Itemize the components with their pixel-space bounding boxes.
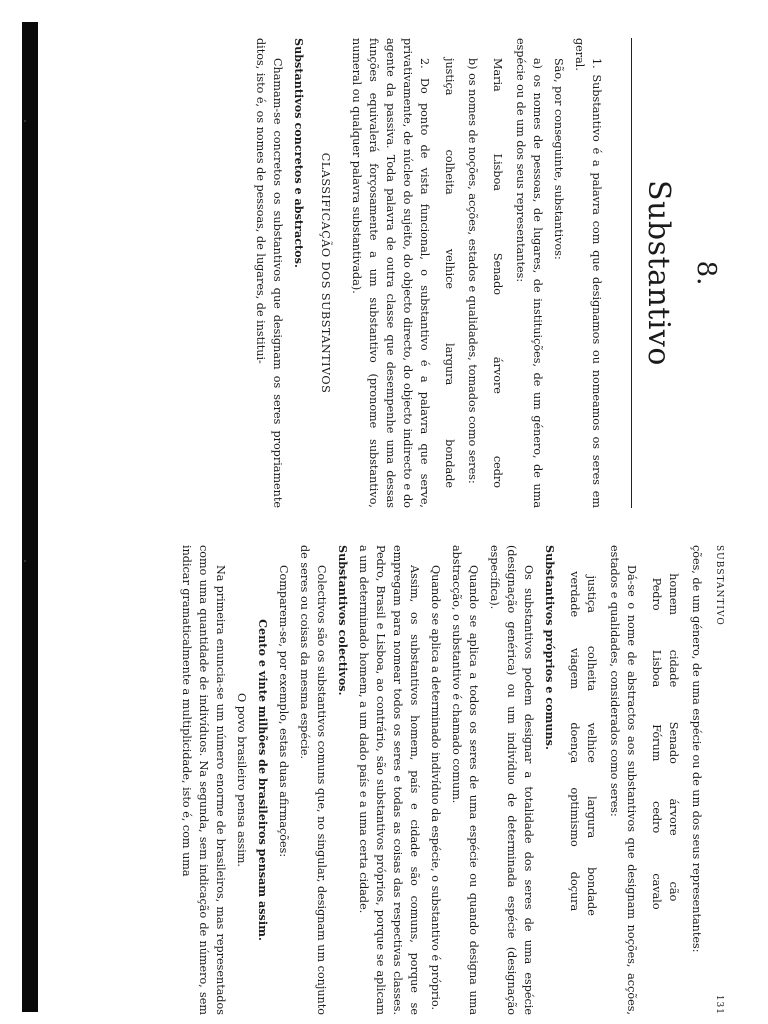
- proper-heading: Substantivos próprios e comuns.: [543, 545, 558, 750]
- left-page: [45, 38, 725, 508]
- example-1: Cento e vinte milhões de brasileiros pensam assim.: [255, 619, 270, 941]
- para-2: 2. Do ponto de vista funcional, o substantivo é a palavra que serve, privativamente, de núcleo do sujeito, do objecto directo, do objecto indirecto e do agente da passiva. Toda palavra de outra classe que desempenhe uma dessas funções equivalerá forçosamente a um substantivo (pronome substantivo, numeral ou qualquer palavra substantivada).: [349, 38, 431, 508]
- collective-para-3: Na primeira enuncia-se um número enorme de brasileiros, mas representados como uma quantidade de indivíduos. Na segunda, sem indicação de número, sem indicar gramaticalmente a multiplicidade, isto é, com uma: [179, 545, 227, 1015]
- chapter-title: Substantivo: [641, 180, 677, 366]
- running-head-title: SUBSTANTIVO: [714, 545, 724, 626]
- grid-word: optimismo: [568, 787, 582, 847]
- concrete-heading: Substantivos concretos e abstractos.: [291, 38, 306, 268]
- grid-word: cidade: [667, 649, 681, 688]
- example-2: O povo brasileiro pensa assim.: [234, 692, 248, 867]
- concrete-examples-grid: [648, 557, 682, 1003]
- grid-word: bondade: [585, 867, 599, 916]
- classification-heading: CLASSIFICAÇÃO DOS SUBSTANTIVOS: [318, 152, 332, 394]
- scan-speck: [24, 120, 26, 122]
- grid-word: cedro: [650, 801, 664, 834]
- item-b-word-list: [441, 58, 458, 488]
- word: cedro: [490, 455, 504, 488]
- grid-word: colheita: [585, 645, 599, 692]
- item-a: a) os nomes de pessoas, de lugares, de instituições, de um género, de uma espécie ou de um dos seus representantes:: [513, 38, 544, 508]
- word: Maria: [490, 58, 504, 92]
- grid-word: doçura: [568, 871, 582, 912]
- grid-word: Fórum: [650, 724, 664, 762]
- concrete-text: Chamam-se concretos os substantivos que designam os seres propriamente ditos, isto é, os nomes de pessoas, de lugares, de institui-: [253, 38, 284, 508]
- proper-para-3: Quando se aplica a determinado indivíduo da espécie, o substantivo é próprio.: [429, 565, 443, 1011]
- para-1b: São, por conseguinte, substantivos:: [551, 58, 565, 260]
- grid-word: verdade: [568, 571, 582, 618]
- collective-para-2: Comparem-se, por exemplo, estas duas afirmações:: [277, 565, 290, 858]
- scan-margin: [0, 0, 22, 1024]
- word: colheita: [442, 149, 456, 195]
- word: árvore: [490, 356, 504, 394]
- word: bondade: [442, 439, 456, 488]
- grid-word: Lisboa: [650, 649, 664, 688]
- page-number: 131: [714, 994, 724, 1015]
- scan-speck: [24, 560, 26, 562]
- proper-para-1: Os substantivos podem designar a totalidade dos seres de uma espécie (designação genérica) ou um indivíduo de determinada espécie (designação específica).: [488, 545, 536, 1015]
- running-head: [711, 545, 725, 1015]
- item-b: b) os nomes de noções, acções, estados e qualidades, tomados como seres:: [465, 58, 479, 484]
- chapter-number: 8.: [691, 260, 721, 286]
- para-1: 1. Substantivo é a palavra com que designamos ou nomeamos os seres em geral.: [572, 38, 603, 508]
- grid-word: árvore: [667, 798, 681, 836]
- word: largura: [442, 343, 456, 386]
- proper-para-4: Assim, os substantivos homem, país e cidade são comuns, porque se empregam para nomear todos os seres e todas as coisas das respectivas classes. Pedro, Brasil e Lisboa, ao contrário, são substantivos próprios, porque se aplicam a um determinado homem, a um dado país e a uma certa cidade.: [357, 545, 422, 1015]
- continued-text: ções, de um género, de uma espécie ou de um dos seus representantes:: [690, 545, 704, 953]
- grid-word: homem: [667, 573, 681, 616]
- grid-word: velhice: [585, 722, 599, 763]
- scan-binding-shadow: [22, 22, 38, 1012]
- grid-word: justiça: [585, 575, 599, 613]
- grid-word: Pedro: [650, 577, 664, 611]
- grid-word: doença: [568, 722, 582, 764]
- right-page: [45, 545, 725, 1015]
- abstract-text: Dá-se o nome de abstractos aos substantivos que designam noções, acções, estados e qualidades, considerados como seres:: [608, 545, 639, 1015]
- grid-word: largura: [585, 796, 599, 839]
- grid-word: cão: [667, 881, 681, 902]
- abstract-examples-grid: [566, 557, 600, 1003]
- item-a-word-list: [489, 58, 506, 488]
- collective-para-1: Colectivos são os substantivos comuns que, no singular, designam um conjunto de seres ou coisas da mesma espécie.: [298, 545, 329, 1015]
- proper-para-2: Quando se aplica a todos os seres de uma espécie ou quando designa uma abstracção, o substantivo é chamado comum.: [450, 545, 481, 1015]
- word: Senado: [490, 252, 504, 295]
- title-rule: [631, 38, 632, 508]
- word: justiça: [442, 58, 456, 96]
- word: velhice: [442, 248, 456, 290]
- word: Lisboa: [490, 153, 504, 191]
- grid-word: viagem: [568, 648, 582, 689]
- collective-heading: Substantivos colectivos.: [336, 545, 351, 696]
- grid-word: Senado: [667, 721, 681, 764]
- grid-word: cavalo: [650, 873, 664, 910]
